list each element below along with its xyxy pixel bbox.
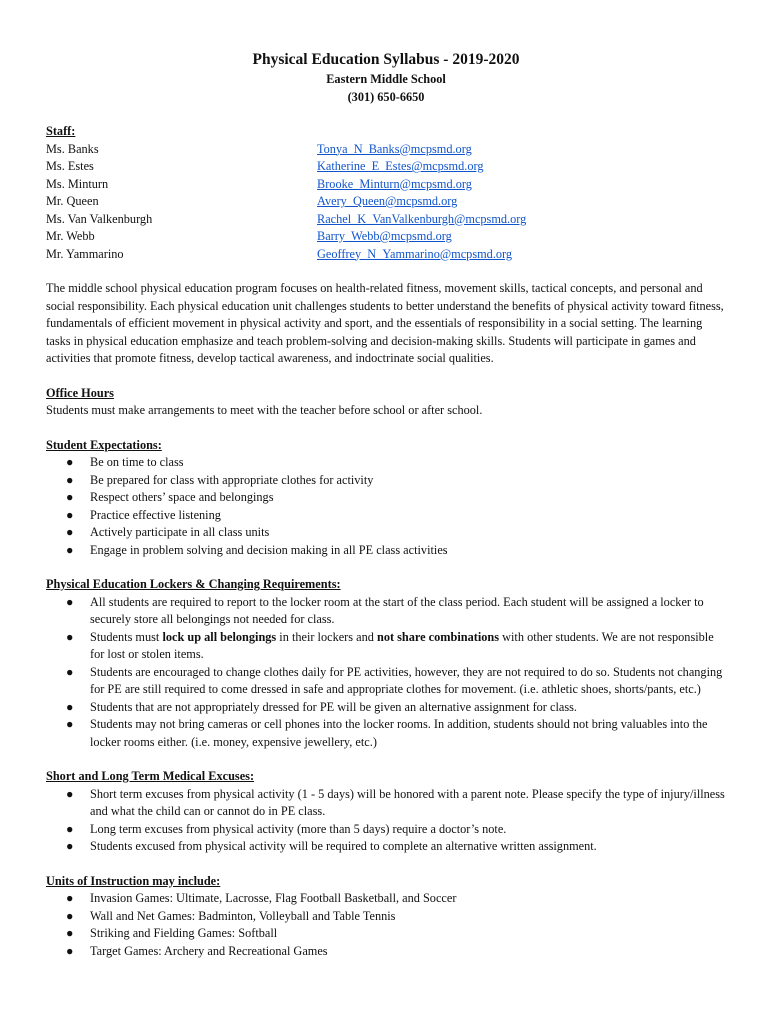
list-item-text: Striking and Fielding Games: Softball [90,926,278,940]
staff-row [46,228,726,246]
bullet-icon: ● [66,926,74,940]
list-item-text: Be prepared for class with appropriate clothes for activity [90,472,374,487]
staff-row [46,176,726,194]
list-item-text: Students that are not appropriately dressed for PE will be given an alternative assignment for class. [90,699,577,714]
staff-name: Ms. Estes [46,159,94,173]
staff-email-link[interactable]: Rachel_K_VanValkenburgh@mcpsmd.org [317,211,527,226]
expectations-list [46,454,726,559]
syllabus-page [46,50,726,960]
bullet-icon: ● [66,490,74,504]
bullet-icon: ● [66,455,74,469]
expectations-heading: Student Expectations: [46,437,162,452]
staff-row [46,141,726,159]
list-item-text: Students may not bring cameras or cell phones into the locker rooms. In addition, students should not bring valuables into the locker rooms either. (i.e. money, expensive jewellery, etc.) [90,717,708,749]
emphasis-lock-belongings: lock up all belongings [162,629,277,644]
list-item-text: Actively participate in all class units [90,525,270,539]
list-item-text: Engage in problem solving and decision making in all PE class activities [90,542,448,557]
list-item-text: Students are encouraged to change clothes daily for PE activities, however, they are not required to do so. Students not changing for PE are still required to come dressed in safe and appropriate clothes for movement. (i.e. athletic shoes, shorts/pants, etc.) [90,664,723,696]
staff-email-link[interactable]: Brooke_Minturn@mcpsmd.org [317,176,472,191]
list-item [46,890,726,908]
list-item [46,821,726,839]
staff-email-link[interactable]: Geoffrey_N_Yammarino@mcpsmd.org [317,246,513,261]
list-item [46,489,726,507]
school-name: Eastern Middle School [326,72,446,86]
lockers-section [46,576,726,751]
bullet-icon: ● [66,507,74,522]
medical-list [46,786,726,856]
expectations-section [46,437,726,560]
list-item-text: Respect others’ space and belongings [90,490,274,504]
office-hours-section [46,385,726,420]
list-item-text: Long term excuses from physical activity (more than 5 days) require a doctor’s note. [90,821,507,836]
bullet-icon: ● [66,943,74,958]
list-item [46,594,726,629]
staff-name: Mr. Yammarino [46,246,124,261]
bullet-icon: ● [66,786,74,801]
staff-email-link[interactable]: Tonya_N_Banks@mcpsmd.org [317,141,472,156]
units-list [46,890,726,960]
list-item [46,925,726,943]
bullet-icon: ● [66,525,74,539]
lockers-heading: Physical Education Lockers & Changing Requirements: [46,577,341,591]
staff-section [46,123,726,263]
list-item-text: Invasion Games: Ultimate, Lacrosse, Flag Football Basketball, and Soccer [90,891,457,905]
bullet-icon: ● [66,908,74,923]
staff-name: Ms. Banks [46,141,99,156]
list-item [46,472,726,490]
staff-name: Mr. Queen [46,194,99,208]
emphasis-no-share-combinations: not share combinations [376,629,500,644]
list-item [46,716,726,751]
list-item [46,524,726,542]
list-item [46,507,726,525]
list-item-text-mid: in their lockers and [276,629,377,644]
bullet-icon: ● [66,717,74,731]
lockers-list [46,594,726,752]
list-item-text: Short term excuses from physical activity (1 - 5 days) will be honored with a parent note. Please specify the type of injury/illness and what the child can or cannot do in PE class. [90,786,725,818]
list-item-text: Target Games: Archery and Recreational Games [90,943,328,958]
medical-heading: Short and Long Term Medical Excuses: [46,769,255,783]
staff-email-link[interactable]: Barry_Webb@mcpsmd.org [317,229,452,243]
list-item [46,454,726,472]
bullet-icon: ● [66,629,74,644]
list-item [46,838,726,856]
staff-email-link[interactable]: Avery_Queen@mcpsmd.org [317,194,458,208]
staff-row [46,158,726,176]
list-item-text: Practice effective listening [90,507,221,522]
list-item [46,542,726,560]
staff-heading: Staff: [46,124,76,138]
list-item-text: Students excused from physical activity will be required to complete an alternative written assignment. [90,839,597,853]
list-item-text: All students are required to report to the locker room at the start of the class period. Each student will be assigned a locker to securely store all belongings not needed for class. [90,594,704,626]
bullet-icon: ● [66,699,74,714]
list-item [46,786,726,821]
bullet-icon: ● [66,594,74,609]
medical-section [46,768,726,856]
staff-name: Ms. Van Valkenburgh [46,211,153,226]
units-section [46,873,726,961]
bullet-icon: ● [66,472,74,487]
title-block [46,50,726,106]
staff-row [46,211,726,229]
bullet-icon: ● [66,664,74,679]
bullet-icon: ● [66,839,74,853]
staff-name: Mr. Webb [46,229,95,243]
list-item-text: Wall and Net Games: Badminton, Volleyball and Table Tennis [90,908,396,923]
school-phone: (301) 650-6650 [347,89,425,104]
list-item [46,629,726,664]
list-item [46,908,726,926]
staff-email-link[interactable]: Katherine_E_Estes@mcpsmd.org [317,159,484,173]
document-title: Physical Education Syllabus - 2019-2020 [252,51,520,68]
office-hours-text: Students must make arrangements to meet with the teacher before school or after school. [46,403,483,417]
list-item [46,699,726,717]
list-item-text-post: with other students. We are not responsible for lost or stolen items. [90,629,714,661]
staff-row [46,246,726,264]
bullet-icon: ● [66,542,74,557]
list-item [46,943,726,961]
bullet-icon: ● [66,821,74,836]
office-hours-heading: Office Hours [46,385,114,400]
units-heading: Units of Instruction may include: [46,873,221,888]
list-item [46,664,726,699]
list-item-text-pre: Students must [90,629,163,644]
list-item-text: Be on time to class [90,455,184,469]
bullet-icon: ● [66,891,74,905]
staff-name: Ms. Minturn [46,176,109,191]
staff-row [46,193,726,211]
program-description: The middle school physical education program focuses on health-related fitness, movement skills, tactical concepts, and personal and social responsibility. Each physical education unit challenges students to better understand the benefits of physical activity toward fitness, fundamentals of efficient movement in physical activity and sport, and the essentials of responsibility in a social setting. The learning tasks in physical education emphasize and teach problem-solving and decision-making skills. Students will participate in games and activities that promote fitness, develop tactical awareness, and indoctrinate social qualities. [46,281,724,365]
